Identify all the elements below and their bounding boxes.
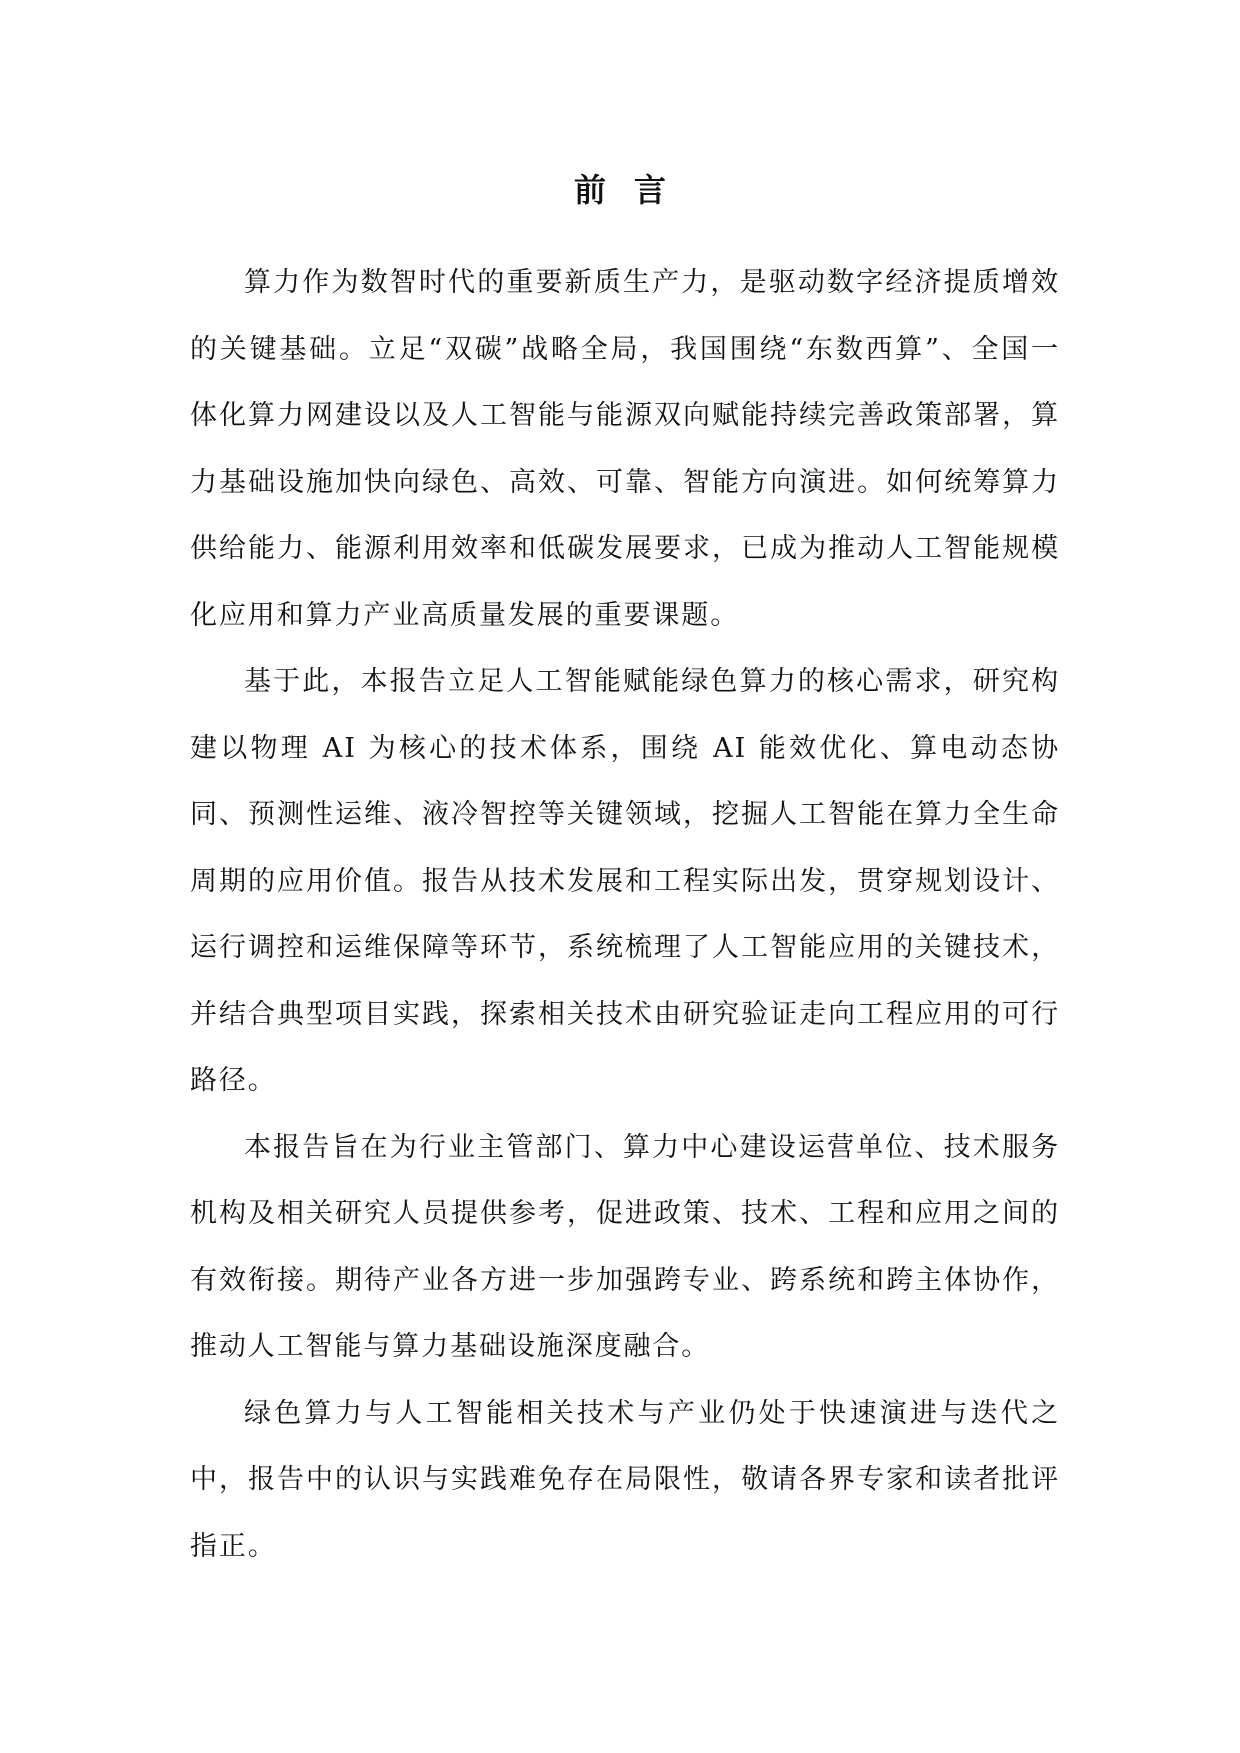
page-title: 前言 — [573, 171, 694, 209]
paragraph-1: 算力作为数智时代的重要新质生产力，是驱动数字经济提质增效的关键基础。立足“双碳”战略全局，我国围绕“东数西算”、全国一体化算力网建设以及人工智能与能源双向赋能持续完善政策部署，算力基础设施加快向绿色、高效、可靠、智能方向演进。如何统筹算力供给能力、能源利用效率和低碳发展要求，已成为推动人工智能规模化应用和算力产业高质量发展的重要课题。 — [190, 267, 1060, 631]
paragraph-4: 绿色算力与人工智能相关技术与产业仍处于快速演进与迭代之中，报告中的认识与实践难免存在局限性，敬请各界专家和读者批评指正。 — [190, 1397, 1060, 1562]
paragraph-3: 本报告旨在为行业主管部门、算力中心建设运营单位、技术服务机构及相关研究人员提供参考，促进政策、技术、工程和应用之间的有效衔接。期待产业各方进一步加强跨专业、跨系统和跨主体协作，推动人工智能与算力基础设施深度融合。 — [190, 1131, 1060, 1362]
preface-body — [190, 250, 1060, 1580]
paragraph-2: 基于此，本报告立足人工智能赋能绿色算力的核心需求，研究构建以物理 AI 为核心的技术体系，围绕 AI 能效优化、算电动态协同、预测性运维、液冷智控等关键领域，挖掘人工智能在算力全生命周期的应用价值。报告从技术发展和工程实际出发，贯穿规划设计、运行调控和运维保障等环节，系统梳理了人工智能应用的关键技术，并结合典型项目实践，探索相关技术由研究验证走向工程应用的可行路径。 — [190, 666, 1060, 1096]
